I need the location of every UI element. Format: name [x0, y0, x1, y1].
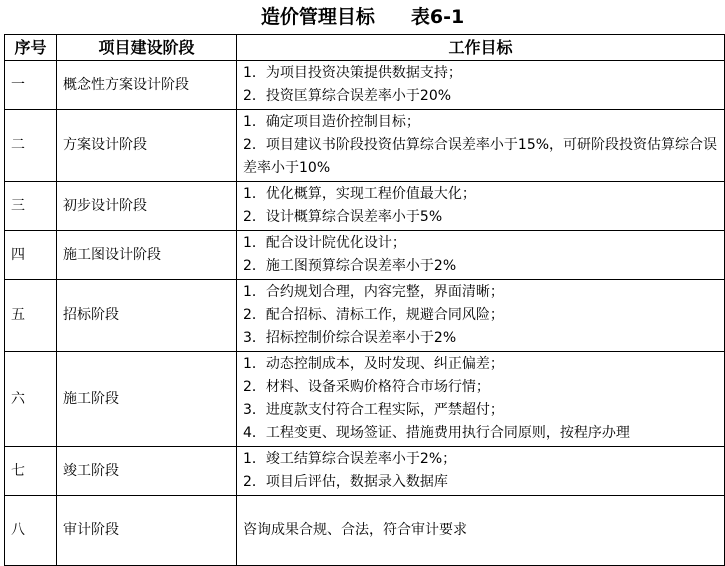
goal-item: 2．材料、设备采购价格符合市场行情；	[243, 379, 490, 395]
goal-item: 2．项目后评估，数据录入数据库	[243, 474, 448, 490]
table-row	[5, 110, 725, 182]
row-number: 一	[5, 61, 57, 110]
row-stage: 招标阶段	[57, 280, 237, 352]
table-row	[5, 182, 725, 231]
goal-item: 咨询成果合规、合法，符合审计要求	[243, 522, 467, 538]
goal-item: 2．项目建议书阶段投资估算综合误差率小于15%，可研阶段投资估算综合误差率小于10%	[243, 137, 718, 176]
row-goals	[237, 182, 725, 231]
goal-item: 4．工程变更、现场签证、措施费用执行合同原则，按程序办理	[243, 425, 630, 441]
row-stage: 审计阶段	[57, 496, 237, 566]
goal-item: 3．进度款支付符合工程实际，严禁超付；	[243, 402, 504, 418]
goal-item: 1．配合设计院优化设计；	[243, 235, 406, 251]
row-goals	[237, 496, 725, 566]
header-stage: 项目建设阶段	[57, 35, 237, 61]
row-number: 七	[5, 447, 57, 496]
row-goals	[237, 231, 725, 280]
cost-management-table	[4, 34, 725, 566]
goal-item: 1．合约规划合理，内容完整，界面清晰；	[243, 284, 504, 300]
row-number: 五	[5, 280, 57, 352]
table-row	[5, 447, 725, 496]
row-stage: 概念性方案设计阶段	[57, 61, 237, 110]
row-number: 六	[5, 352, 57, 447]
row-stage: 竣工阶段	[57, 447, 237, 496]
table-row	[5, 61, 725, 110]
goal-item: 3．招标控制价综合误差率小于2%	[243, 330, 457, 346]
table-row	[5, 496, 725, 566]
row-goals	[237, 447, 725, 496]
goal-item: 2．投资匡算综合误差率小于20%	[243, 88, 452, 104]
goal-item: 2．设计概算综合误差率小于5%	[243, 209, 443, 225]
row-goals	[237, 280, 725, 352]
goal-item: 1．竣工结算综合误差率小于2%；	[243, 451, 457, 467]
row-number: 二	[5, 110, 57, 182]
row-goals	[237, 110, 725, 182]
row-stage: 施工图设计阶段	[57, 231, 237, 280]
goal-item: 1．为项目投资决策提供数据支持；	[243, 65, 462, 81]
row-number: 三	[5, 182, 57, 231]
row-goals	[237, 352, 725, 447]
row-goals	[237, 61, 725, 110]
header-goal: 工作目标	[237, 35, 725, 61]
row-stage: 施工阶段	[57, 352, 237, 447]
table-row	[5, 352, 725, 447]
header-no: 序号	[5, 35, 57, 61]
row-stage: 方案设计阶段	[57, 110, 237, 182]
header-row	[5, 35, 725, 61]
goal-item: 1．确定项目造价控制目标；	[243, 114, 420, 130]
title-sub: 表6-1	[410, 6, 465, 28]
goal-item: 1．动态控制成本，及时发现、纠正偏差；	[243, 356, 504, 372]
table-row	[5, 231, 725, 280]
goal-item: 1．优化概算，实现工程价值最大化；	[243, 186, 476, 202]
row-stage: 初步设计阶段	[57, 182, 237, 231]
row-number: 八	[5, 496, 57, 566]
table-row	[5, 280, 725, 352]
goal-item: 2．配合招标、清标工作，规避合同风险；	[243, 307, 504, 323]
table-title	[0, 0, 725, 34]
title-main: 造价管理目标	[260, 6, 375, 28]
row-number: 四	[5, 231, 57, 280]
goal-item: 2．施工图预算综合误差率小于2%	[243, 258, 457, 274]
